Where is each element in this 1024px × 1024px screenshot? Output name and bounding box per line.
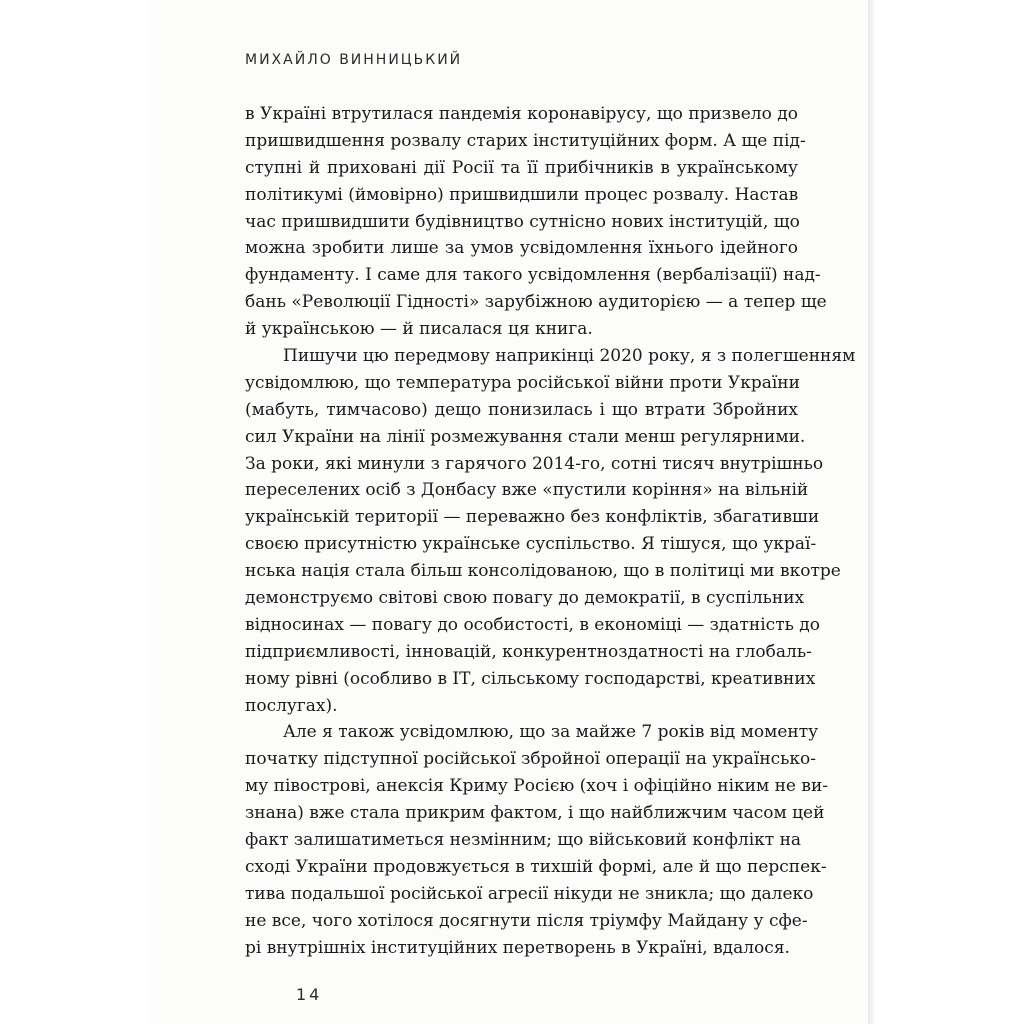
body-text <box>245 101 856 962</box>
text-line: не все, чого хотілося досягнути після тріумфу Майдану у сфе- <box>245 910 808 931</box>
running-head-author: МИХАЙЛО ВИННИЦЬКИЙ <box>245 52 463 68</box>
text-line: політикумі (ймовірно) пришвидшили процес розвалу. Настав <box>245 184 799 205</box>
text-line: му півострові, анексія Криму Росією (хоч і офіційно ніким не ви- <box>245 776 829 797</box>
text-line: послугах). <box>245 695 338 716</box>
text-line: своєю присутністю українське суспільство. Я тішуся, що украї- <box>245 534 817 555</box>
text-line: відносинах — повагу до особистості, в економіці — здатність до <box>245 614 820 635</box>
text-line: сил України на лінії розмежування стали менш регулярними. <box>245 426 806 447</box>
text-line: пришвидшення розвалу старих інституційних форм. А ще під- <box>245 130 806 151</box>
text-line: підприємливості, інновацій, конкурентноздатності на глобаль- <box>245 641 812 662</box>
text-line: усвідомлюю, що температура російської війни проти України <box>245 372 800 393</box>
text-line: тива подальшої російської агресії нікуди не зникла; що далеко <box>245 883 814 904</box>
text-line: фундаменту. І саме для такого усвідомлення (вербалізації) над- <box>245 265 821 286</box>
text-line: ступні й приховані дії Росії та її прибічників в українському <box>245 157 798 178</box>
text-line: бань «Революції Гідності» зарубіжною аудиторією — а тепер ще <box>245 292 827 313</box>
text-line: початку підступної російської збройної операції на українсько- <box>245 749 817 770</box>
text-line: ному рівні (особливо в ІТ, сільському господарстві, креативних <box>245 668 816 689</box>
text-line: знана) вже стала прикрим фактом, і що найближчим часом цей <box>245 803 825 824</box>
text-line: й українською — й писалася ця книга. <box>245 319 593 340</box>
text-line: За роки, які минули з гарячого 2014-го, сотні тисяч внутрішньо <box>245 453 824 474</box>
text-line: можна зробити лише за умов усвідомлення їхнього ідейного <box>245 238 798 259</box>
text-line: рі внутрішніх інституційних перетворень в Україні, вдалося. <box>245 937 790 958</box>
text-line: факт залишатиметься незмінним; що військовий конфлікт на <box>245 830 802 851</box>
page-number: 14 <box>296 985 323 1004</box>
text-line: в Україні втрутилася пандемія коронавірусу, що призвело до <box>245 104 798 124</box>
text-line: сході України продовжується в тихшій формі, але й що перспек- <box>245 856 827 877</box>
text-line: українській території — переважно без конфліктів, збагативши <box>245 507 820 528</box>
text-line: переселених осіб з Донбасу вже «пустили коріння» на вільній <box>245 480 809 501</box>
text-line: час пришвидшити будівництво сутнісно нових інституцій, що <box>245 211 800 232</box>
text-line: Але я також усвідомлюю, що за майже 7 років від моменту <box>283 722 819 743</box>
paper-edge <box>868 0 874 1024</box>
text-line: (мабуть, тимчасово) дещо понизилась і що втрати Збройних <box>245 399 798 420</box>
text-line: нська нація стала більш консолідованою, що в політиці ми вкотре <box>245 561 841 582</box>
text-line: демонструємо світові свою повагу до демократії, в суспільних <box>245 588 805 609</box>
text-line: Пишучи цю передмову наприкінці 2020 року, я з полегшенням <box>283 346 856 367</box>
